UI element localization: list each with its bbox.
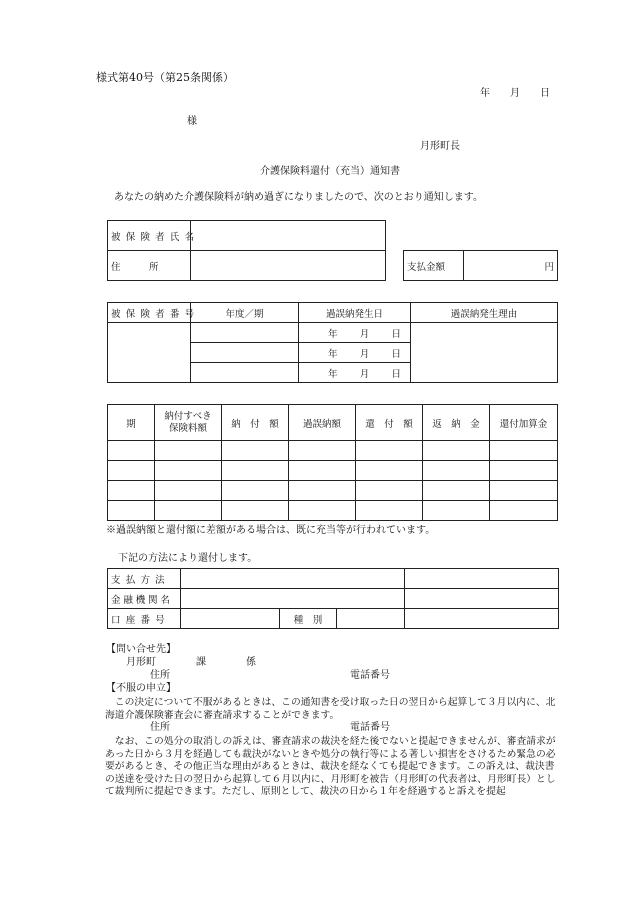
table-row (108, 461, 558, 481)
payment-amount-unit: 円 (464, 251, 558, 281)
difference-note: ※過誤納額と還付額に差額がある場合は、既に充当等が行われています。 (106, 525, 436, 536)
insured-name-label: 被保険者氏名 (108, 221, 191, 251)
header-overpayment-reason: 過誤納発生理由 (411, 303, 558, 323)
insured-table (107, 220, 386, 281)
header-amount-due: 納付すべき 保険料額 (155, 405, 222, 441)
account-number-label: 口座番号 (108, 609, 181, 629)
insured-number-cell (108, 323, 191, 383)
contact-address: 住所 (150, 670, 170, 681)
header-returned-amount: 返 納 金 (423, 405, 490, 441)
appeal-phone: 電話番号 (350, 722, 390, 733)
fiscal-period-cell (191, 323, 299, 343)
header-insured-number: 被保険者番号 (108, 303, 191, 323)
refund-method-table (107, 568, 559, 629)
overpayment-date-cell: 年 月 日 (299, 323, 411, 343)
account-holder-value (405, 609, 559, 629)
intro-text: あなたの納めた介護保険料が納め過ぎになりましたので、次のとおり通知します。 (114, 192, 483, 203)
addressee-suffix: 様 (187, 116, 197, 127)
payment-amount-label: 支払金額 (404, 251, 464, 281)
form-number: 様式第40号（第25条関係） (96, 71, 234, 84)
header-period: 期 (108, 405, 155, 441)
fiscal-period-cell (191, 343, 299, 363)
account-type-label: 種 別 (280, 609, 337, 629)
overpayment-reason-cell (411, 323, 558, 383)
period-amount-table (107, 404, 558, 521)
address-value (191, 251, 386, 281)
insured-info-table (107, 302, 558, 383)
appeal-heading: 【不服の申立】 (106, 683, 176, 694)
payment-method-value (181, 569, 405, 589)
appeal-paragraph-1: この決定について不服があるときは、この通知書を受け取った日の翌日から起算して３月以内に、北海道介護保険審査会に審査請求することができます。 (105, 697, 556, 721)
bank-name-label: 金融機関名 (108, 589, 181, 609)
fiscal-period-cell (191, 363, 299, 383)
header-overpayment-date: 過誤納発生日 (299, 303, 411, 323)
contact-heading: 【問い合せ先】 (106, 644, 176, 655)
contact-department: 月形町 課 係 (126, 657, 256, 668)
overpayment-date-cell: 年 月 日 (299, 343, 411, 363)
scheduled-date-value (405, 569, 559, 589)
issuer: 月形町長 (420, 141, 460, 152)
account-number-value (181, 609, 280, 629)
address-label: 住 所 (108, 251, 191, 281)
account-type-value (337, 609, 405, 629)
header-refund-interest: 還付加算金 (490, 405, 558, 441)
overpayment-date-cell: 年 月 日 (299, 363, 411, 383)
header-fiscal-period: 年度／期 (191, 303, 299, 323)
payment-method-label: 支払方法 (108, 569, 181, 589)
header-overpaid-amount: 過誤納額 (289, 405, 356, 441)
contact-phone: 電話番号 (350, 670, 390, 681)
table-row (108, 481, 558, 501)
header-refund-amount: 還 付 額 (356, 405, 423, 441)
date-line: 年 月 日 (480, 88, 550, 99)
table-row (108, 441, 558, 461)
appeal-address: 住所 (150, 722, 170, 733)
payment-amount-box (403, 250, 558, 281)
appeal-paragraph-2: なお、この処分の取消しの訴えは、審査請求の裁決を経た後でないと提起できませんが、審査請求があった日から３月を経過しても裁決がないときや処分の執行等による著しい損害をさけるため緊急の必要があるとき、その他正当な理由があるときは、裁決を経なくても提起できます。この訴えは、裁決書の送達を受けた日の翌日から起算して６月以内に、月形町を被告（月形町の代表者は、月形町長）として裁判所に提起できます。ただし、原則として、裁決の日から１年を経過すると訴えを提起 (105, 736, 556, 797)
insured-name-value (191, 221, 386, 251)
header-paid-amount: 納 付 額 (222, 405, 289, 441)
table-row (108, 501, 558, 521)
bank-name-value (181, 589, 405, 609)
branch-value (405, 589, 559, 609)
refund-method-intro: 下記の方法により還付します。 (118, 553, 258, 564)
document-title: 介護保険料還付（充当）通知書 (260, 166, 400, 177)
